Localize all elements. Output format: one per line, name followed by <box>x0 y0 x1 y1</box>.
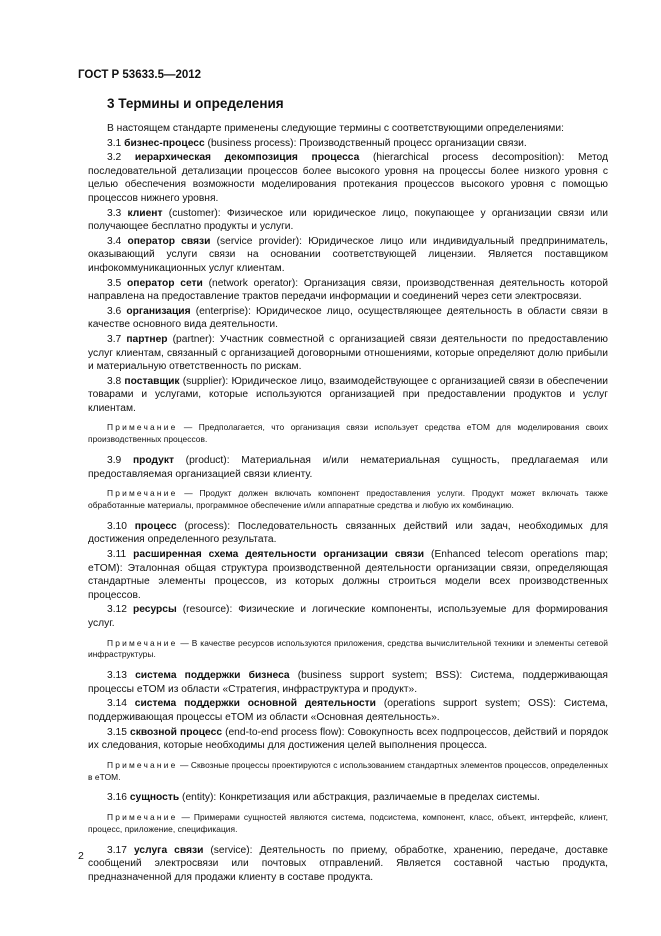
note-label: Примечание <box>107 637 178 648</box>
term: иерархическая декомпозиция процесса <box>134 152 360 164</box>
term: поставщик <box>124 375 180 387</box>
document-body <box>88 122 608 885</box>
note <box>88 422 608 446</box>
definition-entry-3-6 <box>88 305 608 332</box>
note <box>88 638 608 662</box>
definition-entry-3-1 <box>88 137 608 151</box>
entry-number: 3.9 <box>107 455 122 467</box>
entry-number: 3.5 <box>107 277 122 289</box>
term: система поддержки основной деятельности <box>134 698 376 710</box>
entry-number: 3.16 <box>107 792 127 804</box>
entry-number: 3.13 <box>107 670 127 682</box>
term: ресурсы <box>132 604 177 616</box>
term: организация <box>126 305 191 317</box>
section-title: 3 Термины и определения <box>107 96 284 111</box>
note-dash: — <box>177 811 194 822</box>
note <box>88 488 608 512</box>
definition-entry-3-7 <box>88 333 608 374</box>
definition-entry-3-8 <box>88 375 608 416</box>
entry-number: 3.10 <box>107 520 127 532</box>
entry-number: 3.6 <box>107 305 122 317</box>
note-dash: — <box>177 637 192 648</box>
definition: (network operator): Организация связи, производственная деятельность которой направлена на предоставление трактов передачи информации и соединений через сети электросвязи. <box>88 277 608 303</box>
note-text: Продукт должен включать компонент предоставления услуги. Продукт может включать также обработанные материалы, программное обеспечение и/или аппаратные средства и любую их комбинацию. <box>88 488 608 511</box>
definition-entry-3-15 <box>88 726 608 753</box>
definition-entry-3-9 <box>88 454 608 481</box>
entry-number: 3.15 <box>107 726 127 738</box>
definition: (partner): Участник совместной с организацией связи деятельности по предоставлению услуг клиентам, связанный с организацией договорными отношениями, которые определяют долю прибыли и материальную ответственность по рискам. <box>88 333 608 373</box>
definition: (Enhanced telecom operations map; eTOM): Эталонная общая структура производственной деятельности организации связи, определяющая стандартные элементы процессов, из которых должны строиться модели всех производственных процессов. <box>88 549 609 601</box>
entry-number: 3.1 <box>107 137 122 149</box>
term: сущность <box>129 792 180 804</box>
definition: (process): Последовательность связанных действий или задач, необходимых для достижения определенного результата. <box>88 520 608 546</box>
definition-entry-3-14 <box>88 697 608 724</box>
definition: (resource): Физические и логические компоненты, используемые для формирования услуг. <box>88 604 608 629</box>
term: система поддержки бизнеса <box>135 670 290 682</box>
entry-number: 3.3 <box>107 207 122 219</box>
definition: (hierarchical process decomposition): Метод последовательной детализации процессов более высокого уровня на процессы более низкого уровня с целью обеспечения возможности моделирования протекания процессов высокого уровня с помощью процессов нижнего уровня. <box>88 152 608 204</box>
entry-number: 3.7 <box>107 333 122 345</box>
note-text: В качестве ресурсов используются приложения, средства вычислительной техники и элементы сетевой инфраструктуры. <box>88 637 608 660</box>
definition: (operations support system; OSS): Система, поддерживающая процессы eTOM из области «Основная деятельность». <box>88 698 608 723</box>
definition-entry-3-10 <box>88 520 608 547</box>
definition: (entity): Конкретизация или абстракция, различаемые в пределах системы. <box>179 792 540 804</box>
note-label: Примечание <box>107 488 178 499</box>
term: продукт <box>132 455 174 467</box>
definition: (enterprise): Юридическое лицо, осуществляющее деятельность в области связи в качестве основного вида деятельности. <box>88 305 608 331</box>
term: бизнес-процесс <box>124 137 205 149</box>
entry-number: 3.12 <box>107 604 127 616</box>
definition-entry-3-12 <box>88 603 608 630</box>
page-number: 2 <box>78 850 84 862</box>
definition: (service provider): Юридическое лицо или индивидуальный предприниматель, оказывающий услуги связи на основании соответствующей лицензии. Является поставщиком инфокоммуникационных услуг клиентам. <box>88 235 608 274</box>
note-dash: — <box>177 422 199 433</box>
entry-number: 3.8 <box>107 375 122 387</box>
definition-entry-3-13 <box>88 669 608 696</box>
definition-entry-3-2 <box>88 151 608 205</box>
definition: (service): Деятельность по приему, обработке, хранению, передаче, доставке сообщений электросвязи или почтовых отправлений. Является составной частью продукта, предназначенной для продажи клиенту в составе продукта. <box>88 844 608 883</box>
term: оператор связи <box>127 235 211 247</box>
definition: (product): Материальная и/или нематериальная сущность, предлагаемая или предоставляемая организацией связи клиенту. <box>88 455 608 480</box>
definition: (supplier): Юридическое лицо, взаимодействующее с организацией связи в обеспечении товарами и услугами, которые используются организацией при предоставлении продуктов и услуг клиентам. <box>88 375 608 414</box>
entry-number: 3.17 <box>107 844 127 856</box>
note-text: Предполагается, что организация связи использует средства eTOM для моделирования своих производственных процессов. <box>88 422 608 445</box>
intro-paragraph: В настоящем стандарте применены следующие термины с соответствующими определениями: <box>107 123 564 134</box>
term: услуга связи <box>133 844 204 856</box>
note-dash: — <box>177 759 191 770</box>
definition: (business process): Производственный процесс организации связи. <box>204 137 527 149</box>
definition-entry-3-5 <box>88 277 608 304</box>
note-dash: — <box>177 488 200 499</box>
note-label: Примечание <box>107 759 178 770</box>
definition-entry-3-17 <box>88 844 608 885</box>
term: клиент <box>127 207 163 219</box>
definition: (customer): Физическое или юридическое лицо, покупающее у организации связи или получающее бесплатно продукты и услуги. <box>88 207 608 233</box>
note-text: Сквозные процессы проектируются с использованием стандартных элементов процессов, определенных в eTOM. <box>88 759 608 782</box>
definition-entry-3-16 <box>88 791 608 805</box>
definition: (end-to-end process flow): Совокупность всех подпроцессов, действий и порядок их следования, которые необходимы для достижения целей выполнения процесса. <box>88 726 608 752</box>
note-text: Примерами сущностей являются система, подсистема, компонент, класс, объект, интерфейс, клиент, процесс, приложение, спецификация. <box>88 811 608 834</box>
definition-entry-3-11 <box>88 548 608 602</box>
term: процесс <box>134 520 177 532</box>
note <box>88 812 608 836</box>
definition-entry-3-4 <box>88 235 608 276</box>
entry-number: 3.14 <box>107 698 127 710</box>
definition-entry-3-3 <box>88 207 608 234</box>
definition: (business support system; BSS): Система, поддерживающая процессы eTOM из области «Стратегия, инфраструктура и продукт». <box>88 670 608 695</box>
term: партнер <box>126 333 168 345</box>
term: расширенная схема деятельности организации связи <box>133 549 425 561</box>
entry-number: 3.4 <box>107 235 122 247</box>
standard-code-header: ГОСТ Р 53633.5—2012 <box>78 69 202 81</box>
term: сквозной процесс <box>130 726 223 738</box>
term: оператор сети <box>127 277 203 289</box>
entry-number: 3.2 <box>107 152 122 164</box>
note <box>88 760 608 784</box>
entry-number: 3.11 <box>107 549 127 561</box>
note-label: Примечание <box>107 422 178 433</box>
note-label: Примечание <box>107 811 178 822</box>
